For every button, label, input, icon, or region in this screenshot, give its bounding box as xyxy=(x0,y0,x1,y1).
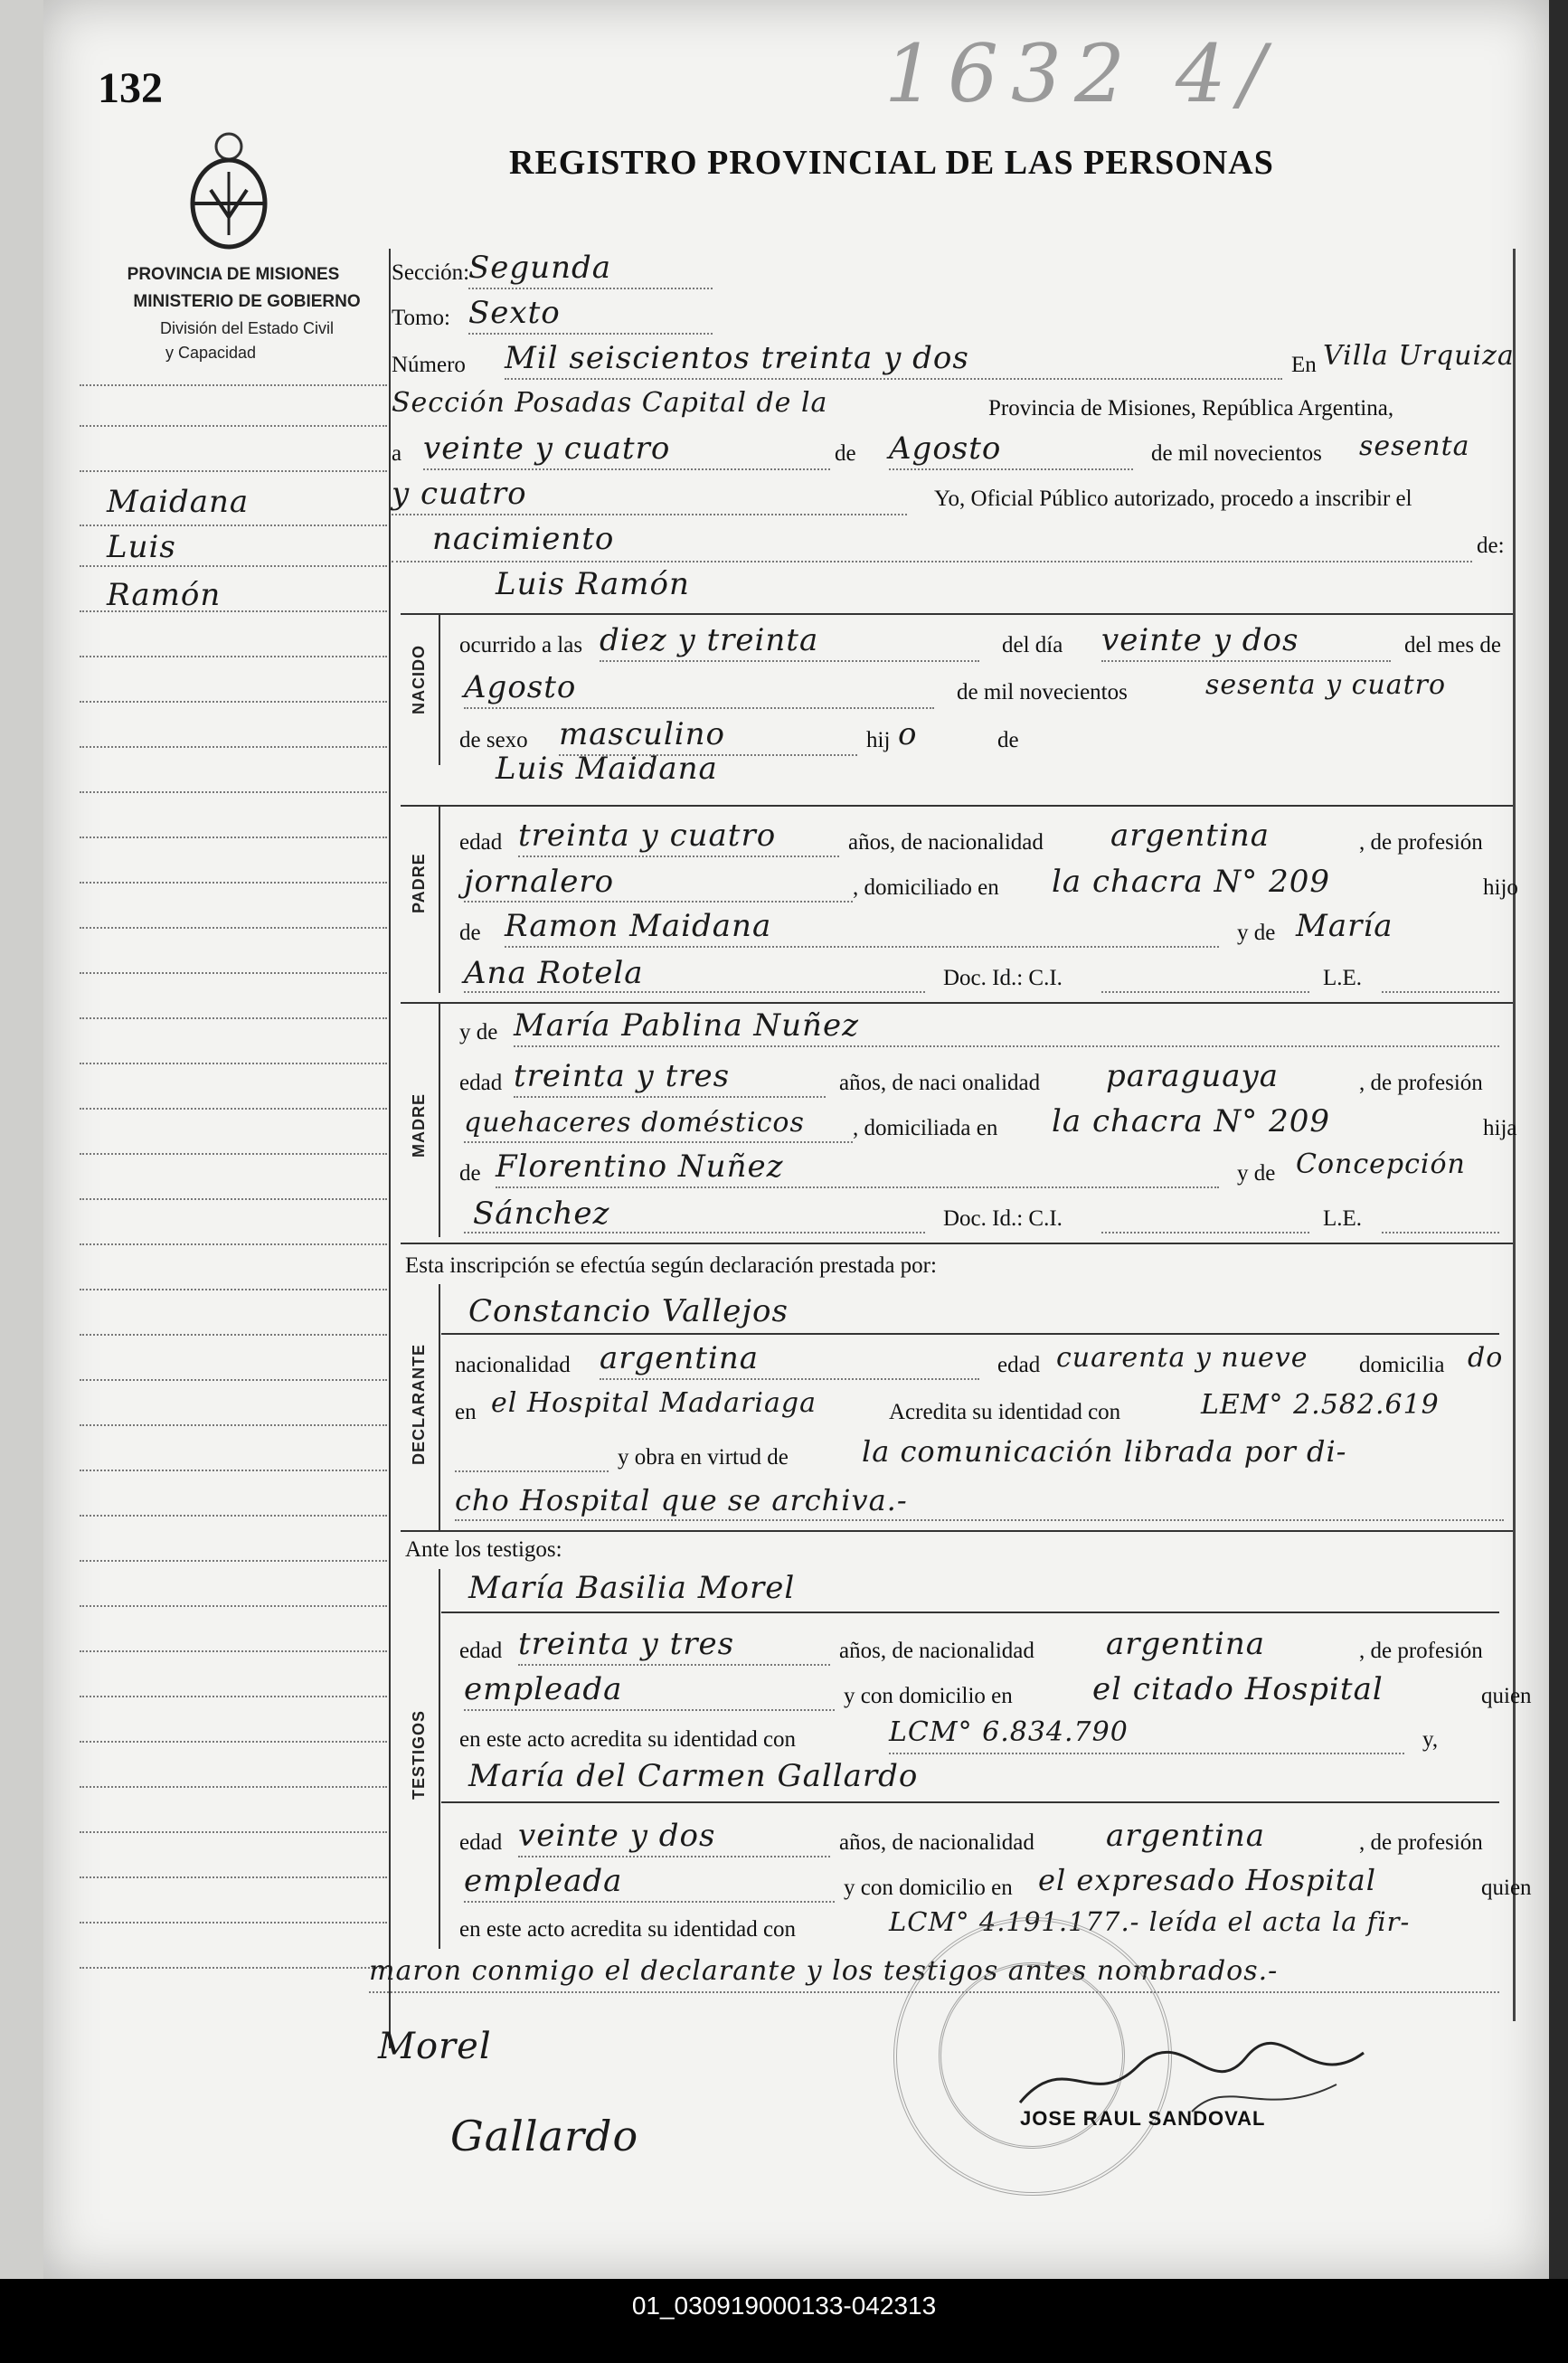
declarante-edad-label: edad xyxy=(997,1353,1041,1377)
mother-dom: la chacra N° 209 xyxy=(1052,1103,1330,1139)
maternal-grandfather: Florentino Nuñez xyxy=(496,1148,784,1185)
witness2-nac: argentina xyxy=(1106,1818,1266,1854)
declarante-nac-label: nacionalidad xyxy=(455,1353,571,1377)
year-value-1: sesenta xyxy=(1359,430,1470,462)
declarante-en-label: en xyxy=(455,1400,477,1424)
division-label: División del Estado Civil xyxy=(159,319,335,337)
mother-prof: quehaceres domésticos xyxy=(464,1107,805,1139)
mother-doc-label: Doc. Id.: C.I. xyxy=(943,1206,1063,1231)
seccion-label: Sección: xyxy=(392,260,470,285)
month-value: Agosto xyxy=(889,430,1002,467)
witness2-dom-label: y con domicilio en xyxy=(844,1876,1013,1900)
declarante-intro: Esta inscripción se efectúa según declaración prestada por: xyxy=(405,1253,937,1278)
margin-first-name: Luis xyxy=(107,529,176,565)
archive-id-footer xyxy=(0,2279,1568,2363)
mother-le-label: L.E. xyxy=(1323,1206,1363,1231)
child-name: Luis Ramón xyxy=(496,566,690,602)
mother-prof-label: , de profesión xyxy=(1359,1071,1483,1095)
division-label-2: y Capacidad xyxy=(165,344,257,362)
father-doc-label: Doc. Id.: C.I. xyxy=(943,966,1063,990)
testigos-intro: Ante los testigos: xyxy=(405,1537,562,1562)
witness2-dom: el expresado Hospital xyxy=(1038,1863,1376,1897)
father-prof-label: , de profesión xyxy=(1359,830,1483,855)
archive-id-text: 01_030919000133-042313 xyxy=(631,2292,937,2320)
father-nac-label: años, de nacionalidad xyxy=(848,830,1044,855)
register-title: REGISTRO PROVINCIAL DE LAS PERSONAS xyxy=(509,144,1274,182)
paternal-grandmother-2: Ana Rotela xyxy=(464,955,644,991)
province-label: PROVINCIA DE MISIONES xyxy=(127,265,340,284)
father-nac: argentina xyxy=(1110,818,1270,854)
witness2-id: LCM° 4.191.177.- leída el acta la fir- xyxy=(889,1906,1411,1937)
birth-hour: diez y treinta xyxy=(600,622,819,658)
testigos-section-label: TESTIGOS xyxy=(410,1709,428,1800)
father-dom-label: , domiciliado en xyxy=(853,875,999,900)
mother-edad: treinta y tres xyxy=(514,1058,731,1094)
mother-y-de-label-2: y de xyxy=(1237,1161,1276,1186)
seccion-place-value: Sección Posadas Capital de la xyxy=(392,387,828,419)
father-de-label: de xyxy=(459,921,481,945)
father-dom: la chacra N° 209 xyxy=(1052,864,1330,900)
padre-section-label: PADRE xyxy=(410,853,428,913)
witness2-edad-label: edad xyxy=(459,1830,503,1855)
paternal-grandmother-1: María xyxy=(1296,908,1393,944)
declarante-obra-label: y obra en virtud de xyxy=(618,1445,789,1470)
witness2-name: María del Carmen Gallardo xyxy=(468,1758,919,1794)
declarante-edad: cuarenta y nueve xyxy=(1056,1342,1308,1374)
numero-label: Número xyxy=(392,353,466,377)
province-text: Provincia de Misiones, República Argentina, xyxy=(988,396,1394,421)
ocurrido-label: ocurrido a las xyxy=(459,633,583,657)
day-value: veinte y cuatro xyxy=(423,430,671,467)
witness2-quien-label: quien xyxy=(1481,1876,1532,1900)
birth-month: Agosto xyxy=(464,669,577,705)
father-name: Luis Maidana xyxy=(496,751,718,787)
declarante-section-label: DECLARANTE xyxy=(410,1344,428,1465)
closing-text: maron conmigo el declarante y los testigos antes nombrados.- xyxy=(369,1955,1279,1987)
mother-hija-label: hija xyxy=(1483,1116,1517,1140)
witness1-prof-label: , de profesión xyxy=(1359,1639,1483,1663)
birth-year: sesenta y cuatro xyxy=(1205,669,1447,701)
father-prof: jornalero xyxy=(464,864,615,900)
declarante-nac: argentina xyxy=(600,1340,760,1376)
tomo-label: Tomo: xyxy=(392,306,450,330)
sexo-value: masculino xyxy=(559,716,726,752)
del-mes-label: del mes de xyxy=(1404,633,1501,657)
witness1-nac: argentina xyxy=(1106,1626,1266,1662)
mother-edad-label: edad xyxy=(459,1071,503,1095)
witness2-prof: empleada xyxy=(464,1863,623,1899)
father-le-label: L.E. xyxy=(1323,966,1363,990)
mother-dom-label: , domiciliada en xyxy=(853,1116,998,1140)
father-edad-label: edad xyxy=(459,830,503,855)
witness1-id: LCM° 6.834.790 xyxy=(889,1716,1129,1748)
declarante-id: LEM° 2.582.619 xyxy=(1201,1389,1440,1421)
declarante-dom-suffix: do xyxy=(1468,1342,1504,1374)
year-value-2: y cuatro xyxy=(392,476,527,512)
en-label: En xyxy=(1291,353,1317,377)
signature-morel: Morel xyxy=(378,2026,492,2067)
seccion-value: Segunda xyxy=(468,250,612,286)
tomo-value: Sexto xyxy=(468,295,561,331)
act-value: nacimiento xyxy=(432,521,615,557)
witness1-acredita-label: en este acto acredita su identidad con xyxy=(459,1727,797,1752)
witness1-prof: empleada xyxy=(464,1671,623,1707)
witness2-edad: veinte y dos xyxy=(518,1818,716,1854)
mother-nac: paraguaya xyxy=(1106,1058,1279,1094)
official-name: JOSE RAUL SANDOVAL xyxy=(1020,2107,1266,2130)
witness1-dom: el citado Hospital xyxy=(1092,1671,1384,1707)
witness2-nac-label: años, de nacionalidad xyxy=(839,1830,1034,1855)
mother-name: María Pablina Nuñez xyxy=(514,1007,859,1044)
witness1-edad: treinta y tres xyxy=(518,1626,735,1662)
pencil-record-number: 1632 4/ xyxy=(884,27,1279,120)
oficial-text: Yo, Oficial Público autorizado, procedo a inscribir el xyxy=(934,487,1412,511)
signature-gallardo: Gallardo xyxy=(450,2112,639,2160)
mother-de-label: de xyxy=(459,1161,481,1186)
witness1-name: María Basilia Morel xyxy=(468,1570,796,1606)
en-value: Villa Urquiza xyxy=(1323,340,1515,372)
father-edad: treinta y cuatro xyxy=(518,818,777,854)
maternal-grandmother-1: Concepción xyxy=(1296,1148,1466,1180)
sexo-label: de sexo xyxy=(459,728,528,752)
a-label: a xyxy=(392,441,402,466)
declarante-name: Constancio Vallejos xyxy=(468,1293,789,1329)
declarante-obra-2: cho Hospital que se archiva.- xyxy=(455,1483,908,1517)
maternal-grandmother-2: Sánchez xyxy=(473,1196,610,1232)
declarante-en: el Hospital Madariaga xyxy=(491,1387,817,1419)
witness1-quien-label: quien xyxy=(1481,1684,1532,1708)
coat-of-arms-icon xyxy=(179,127,279,253)
witness1-dom-label: y con domicilio en xyxy=(844,1684,1013,1708)
de-colon-label: de: xyxy=(1477,534,1505,558)
numero-value: Mil seiscientos treinta y dos xyxy=(505,340,969,376)
birth-day: veinte y dos xyxy=(1101,622,1299,658)
madre-section-label: MADRE xyxy=(410,1093,428,1158)
margin-second-name: Ramón xyxy=(107,577,222,613)
de-label-nacido: de xyxy=(997,728,1019,752)
ministry-label: MINISTERIO DE GOBIERNO xyxy=(133,292,361,311)
main-column-rule xyxy=(389,249,391,2048)
nacido-section-label: NACIDO xyxy=(410,645,428,714)
paternal-grandfather: Ramon Maidana xyxy=(505,908,772,944)
father-y-de-label: y de xyxy=(1237,921,1276,945)
witness2-prof-label: , de profesión xyxy=(1359,1830,1483,1855)
hij-label: hij xyxy=(866,728,891,752)
declarante-dom-label: domicilia xyxy=(1359,1353,1445,1377)
declarante-acredita-label: Acredita su identidad con xyxy=(889,1400,1121,1424)
mother-nac-label: años, de naci onalidad xyxy=(839,1071,1041,1095)
declarante-obra-1: la comunicación librada por di- xyxy=(862,1434,1347,1469)
de-label: de xyxy=(835,441,856,466)
birth-year-label: de mil novecientos xyxy=(957,680,1128,704)
father-hijo-label: hijo xyxy=(1483,875,1518,900)
witness1-y-label: y, xyxy=(1422,1727,1439,1752)
mother-y-de-label: y de xyxy=(459,1020,498,1044)
year-label: de mil novecientos xyxy=(1151,441,1322,466)
book-number: 132 xyxy=(98,64,163,112)
register-page xyxy=(43,0,1549,2279)
witness2-acredita-label: en este acto acredita su identidad con xyxy=(459,1917,797,1942)
del-dia-label: del día xyxy=(1002,633,1063,657)
margin-surname: Maidana xyxy=(107,484,250,520)
witness1-nac-label: años, de nacionalidad xyxy=(839,1639,1034,1663)
hij-value: o xyxy=(898,716,918,752)
witness1-edad-label: edad xyxy=(459,1639,503,1663)
